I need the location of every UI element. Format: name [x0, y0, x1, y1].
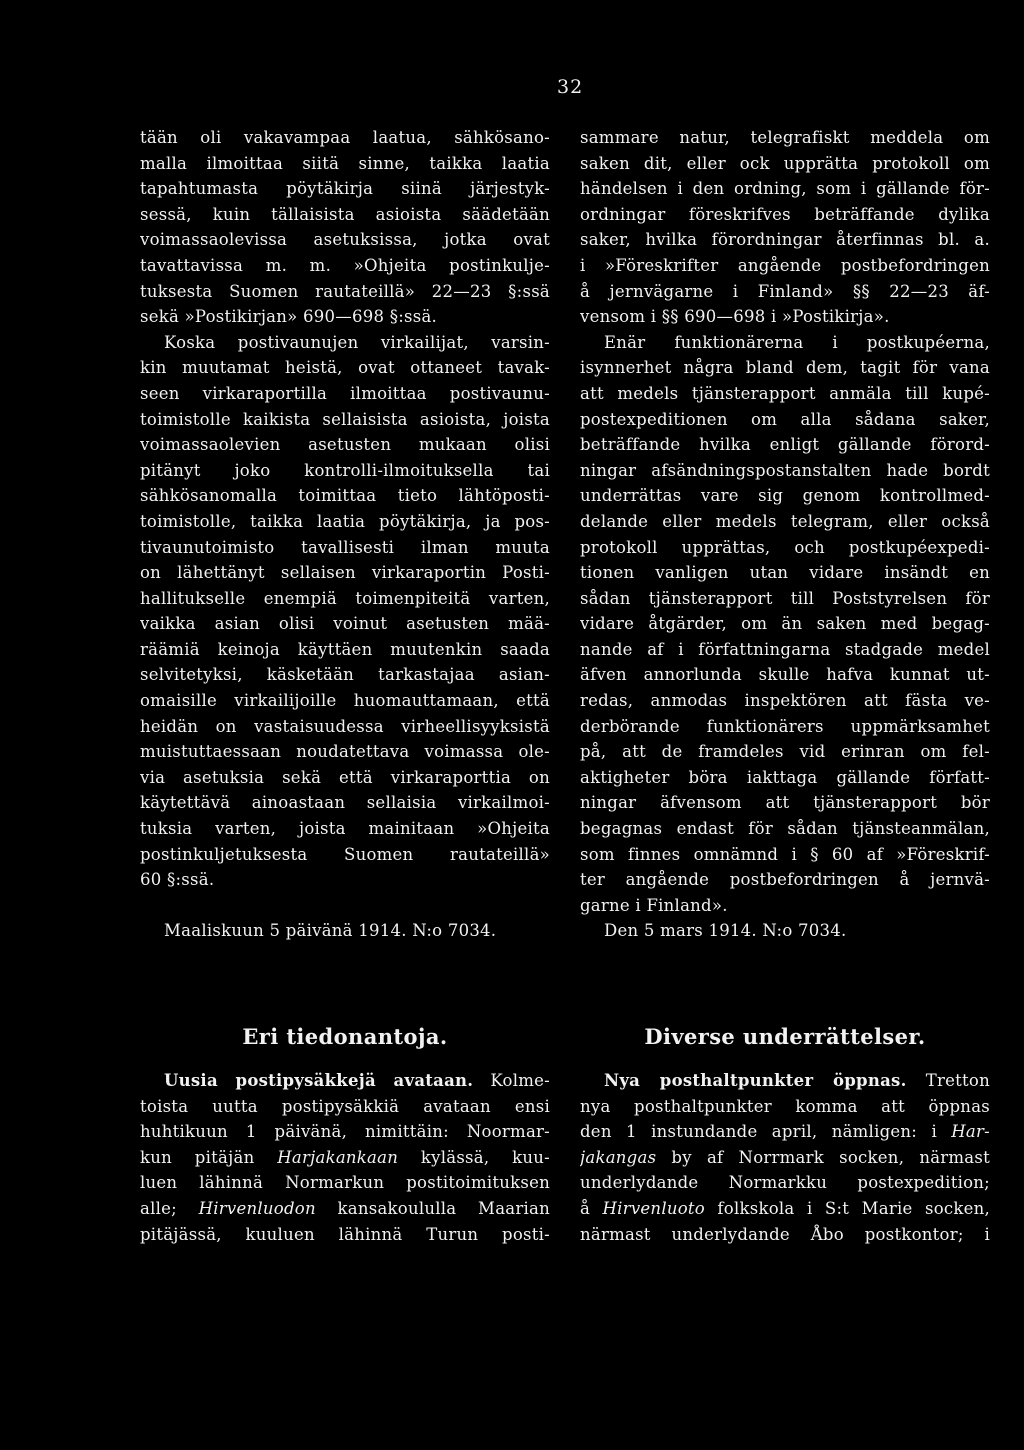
sv-line: äfven annorlunda skulle hafva kunnat ut-: [580, 665, 990, 685]
sv-line: att medels tjänsterapport anmäla till kupé-: [580, 383, 990, 403]
fi-line: vaikka asian olisi voinut asetusten mää-: [140, 614, 550, 634]
fi-line: pitänyt joko kontrolli-ilmoituksella tai: [140, 460, 550, 480]
sv-line: på, att de framdeles vid erinran om fel-: [580, 742, 990, 762]
sv-line: å jernvägarne i Finland» §§ 22—23 äf-: [580, 281, 990, 301]
sv-line: isynnerhet några bland dem, tagit för vana: [580, 358, 990, 378]
fi-line: postinkuljetuksesta Suomen rautateillä»: [140, 844, 550, 864]
fi-place-name: Hirvenluodon: [198, 1198, 316, 1218]
sv-line: beträffande hvilka enligt gällande förord-: [580, 435, 990, 455]
fi-line: tivaunutoimisto tavallisesti ilman muuta: [140, 537, 550, 557]
sv-news-lead: Nya posthaltpunkter öppnas.: [604, 1071, 907, 1090]
fi-line: tavattavissa m. m. »Ohjeita postinkulje-: [140, 255, 550, 275]
sv-line: i »Föreskrifter angående postbefordringen: [580, 255, 990, 275]
fi-line: voimassaolevissa asetuksissa, jotka ovat: [140, 230, 550, 250]
sv-line: ter angående postbefordringen å jernvä-: [580, 870, 990, 890]
fi-line: 60 §:ssä.: [140, 870, 215, 890]
fi-line: sähkösanomalla toimittaa tieto lähtöposti-: [140, 486, 550, 506]
fi-line: seen virkaraportilla ilmoittaa postivaunu-: [140, 383, 550, 403]
sv-line: delande eller medels telegram, eller också: [580, 511, 990, 531]
finnish-column: [140, 125, 550, 944]
sv-line: saken dit, eller ock upprätta protokoll om: [580, 153, 990, 173]
fi-line: Koska postivaunujen virkailijat, varsin-: [164, 332, 550, 352]
fi-news-line: toista uutta postipysäkkiä avataan ensi: [140, 1096, 550, 1116]
fi-line: muistuttaessaan noudatettava voimassa ole-: [140, 742, 550, 762]
sv-line: ningar afsändningspostanstalten hade bordt: [580, 460, 990, 480]
fi-line: voimassaolevien asetusten mukaan olisi: [140, 435, 550, 455]
fi-news-item: Uusia postipysäkkejä avataan. Kolme- toista uutta postipysäkkiä avataan ensi huhtikuun 1 päivänä, nimittäin: Noormar- kun pitäjän Harjakankaan kylässä, kuu- luen lähinnä Normarkun postitoimituksen alle; Hirvenluodon kansakoululla Maarian pitäjässä, kuuluen lähinnä Turun posti-: [140, 1068, 550, 1247]
sv-line: sammare natur, telegrafiskt meddela om: [580, 128, 990, 147]
fi-line: toimistolle kaikista sellaisista asioista, joista: [140, 409, 550, 429]
fi-line: on lähettänyt sellaisen virkaraportin Posti-: [140, 563, 550, 583]
fi-line: via asetuksia sekä että virkaraporttia on: [140, 767, 550, 787]
fi-line: toimistolle, taikka laatia pöytäkirja, ja pos-: [140, 511, 550, 531]
sv-line: aktigheter böra iakttaga gällande författ-: [580, 767, 990, 787]
sv-date-line: Den 5 mars 1914. N:o 7034.: [604, 921, 847, 941]
fi-line: tuksia varten, joista mainitaan »Ohjeita: [140, 819, 550, 839]
fi-line: malla ilmoittaa siitä sinne, taikka laatia: [140, 153, 550, 173]
fi-section-heading: Eri tiedonantoja.: [242, 1024, 448, 1049]
sv-line: derbörande funktionärers uppmärksamhet: [580, 716, 990, 736]
sv-place-name: Har-: [951, 1122, 990, 1142]
sv-line: vensom i §§ 690—698 i »Postikirja».: [580, 307, 890, 327]
fi-line: käytettävä ainoastaan sellaisia virkailmoi-: [140, 793, 550, 813]
sv-line: tionen vanligen utan vidare insändt en: [580, 563, 990, 583]
fi-line: tään oli vakavampaa laatua, sähkösano-: [140, 128, 550, 147]
fi-line: tapahtumasta pöytäkirja siinä järjestyk-: [140, 179, 550, 199]
sv-line: redas, anmodas inspektören att fästa ve-: [580, 691, 990, 711]
fi-news-line: luen lähinnä Normarkun postitoimituksen: [140, 1173, 550, 1193]
sv-line: Enär funktionärerna i postkupéerna,: [604, 332, 990, 352]
sv-news-line: nya posthaltpunkter komma att öppnas: [580, 1096, 990, 1116]
fi-line: räämiä keinoja käyttäen muutenkin saada: [140, 639, 550, 659]
fi-news-line: huhtikuun 1 päivänä, nimittäin: Noormar-: [140, 1122, 550, 1142]
sv-line: underrättas vare sig genom kontrollmed-: [580, 486, 990, 506]
sv-line: händelsen i den ordning, som i gällande för-: [580, 179, 990, 199]
fi-date-line: Maaliskuun 5 päivänä 1914. N:o 7034.: [164, 921, 497, 941]
sv-line: ordningar föreskrifves beträffande dylika: [580, 204, 990, 224]
fi-place-name: Harjakankaan: [277, 1147, 399, 1167]
sv-news-line: underlydande Normarkku postexpedition;: [580, 1173, 990, 1193]
fi-line: sekä »Postikirjan» 690—698 §:ssä.: [140, 307, 438, 327]
sv-line: som finnes omnämnd i § 60 af »Föreskrif-: [580, 844, 990, 864]
fi-line: tuksesta Suomen rautateillä» 22—23 §:ssä: [140, 281, 550, 301]
sv-line: begagnas endast för sådan tjänsteanmälan,: [580, 819, 990, 839]
fi-line: sessä, kuin tällaisista asioista säädetään: [140, 204, 550, 224]
sv-line: sådan tjänsterapport till Poststyrelsen för: [580, 588, 990, 608]
sv-place-name: jakangas: [580, 1147, 657, 1167]
sv-line: ningar äfvensom att tjänsterapport bör: [580, 793, 990, 813]
swedish-column: [580, 125, 990, 944]
fi-line: heidän on vastaisuudessa virheellisyyksistä: [140, 716, 550, 736]
sv-section-heading: Diverse underrättelser.: [644, 1024, 926, 1049]
sv-line: vidare åtgärder, om än saken med begag-: [580, 614, 990, 634]
fi-news-line: pitäjässä, kuuluen lähinnä Turun posti-: [140, 1224, 550, 1244]
fi-line: omaisille virkailijoille huomauttamaan, että: [140, 691, 550, 711]
page-number: 32: [557, 76, 584, 98]
fi-line: kin muutamat heistä, ovat ottaneet tavak-: [140, 358, 550, 378]
fi-news-lead: Uusia postipysäkkejä avataan.: [164, 1071, 474, 1090]
sv-line: garne i Finland».: [580, 895, 728, 915]
sv-news-line: närmast underlydande Åbo postkontor; i: [580, 1224, 990, 1244]
sv-news-item: Nya posthaltpunkter öppnas. Tretton nya posthaltpunkter komma att öppnas den 1 instundande april, nämligen: i Har- jakangas by af Norrmark socken, närmast underlydande Normarkku postexpedition; å Hirvenluoto folkskola i S:t Marie socken, närmast underlydande Åbo postkontor; i: [580, 1068, 990, 1247]
fi-line: hallitukselle enempiä toimenpiteitä varten,: [140, 588, 550, 608]
fi-line: selvitetyksi, käsketään tarkastajaa asian-: [140, 665, 550, 685]
sv-line: nande af i författningarna stadgade medel: [580, 639, 990, 659]
sv-place-name: Hirvenluoto: [602, 1198, 705, 1218]
sv-line: protokoll upprättas, och postkupéexpedi-: [580, 537, 990, 557]
sv-line: postexpeditionen om alla sådana saker,: [580, 409, 990, 429]
sv-line: saker, hvilka förordningar återfinnas bl. a.: [580, 230, 990, 250]
